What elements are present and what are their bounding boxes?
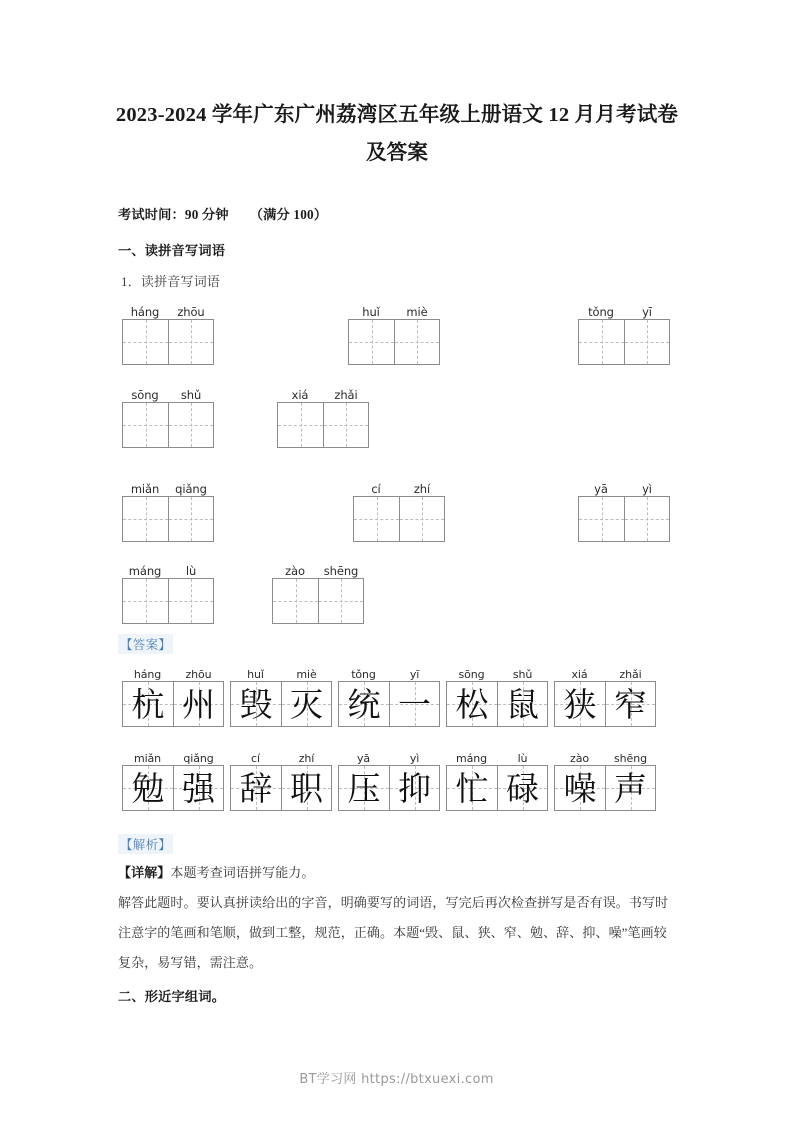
answer-character: 辞 — [239, 768, 273, 808]
tianzige-row[interactable] — [272, 578, 364, 624]
pinyin-label: yī — [642, 305, 652, 319]
pinyin-row — [230, 748, 332, 765]
pinyin-row — [554, 664, 656, 681]
tianzige-cell-empty[interactable] — [349, 320, 394, 364]
answer-tianzige-group — [554, 664, 656, 727]
page-title: 2023-2024 学年广东广州荔湾区五年级上册语文 12 月月考试卷及答案 — [115, 104, 679, 164]
tianzige-cell-empty[interactable] — [123, 579, 168, 623]
tianzige-cell-empty[interactable] — [273, 579, 318, 623]
tianzige-cell-filled — [339, 766, 389, 810]
pinyin-label: lù — [517, 752, 528, 765]
tianzige-row — [122, 765, 224, 811]
pinyin-label: háng — [130, 305, 160, 319]
tianzige-group — [272, 561, 364, 624]
pinyin-label: zhí — [298, 752, 315, 765]
tianzige-cell-empty[interactable] — [168, 579, 213, 623]
tianzige-row[interactable] — [578, 319, 670, 365]
pinyin-label: háng — [133, 668, 162, 681]
pinyin-row — [277, 385, 369, 402]
tianzige-row — [230, 765, 332, 811]
tianzige-cell-filled — [497, 682, 547, 726]
tianzige-cell-filled — [447, 682, 497, 726]
pinyin-label: sōng — [131, 388, 159, 402]
pinyin-label: lù — [185, 564, 197, 578]
answer-character: 勉 — [131, 768, 165, 808]
pinyin-row — [578, 479, 670, 496]
pinyin-label: zhōu — [185, 668, 212, 681]
tianzige-cell-empty[interactable] — [123, 320, 168, 364]
tianzige-cell-empty[interactable] — [624, 497, 669, 541]
answer-character: 窄 — [614, 684, 647, 724]
footer-watermark: BT学习网 https://btxuexi.com — [299, 1072, 494, 1087]
tianzige-cell-empty[interactable] — [278, 403, 323, 447]
tianzige-row[interactable] — [578, 496, 670, 542]
pinyin-row — [353, 479, 445, 496]
pinyin-label: cí — [251, 752, 260, 765]
pinyin-label: qiǎng — [183, 752, 214, 765]
tianzige-cell-empty[interactable] — [579, 497, 624, 541]
pinyin-label: sōng — [458, 668, 485, 681]
tianzige-cell-empty[interactable] — [323, 403, 368, 447]
pinyin-label: miè — [406, 305, 428, 319]
tianzige-group — [348, 302, 440, 365]
tianzige-group — [578, 479, 670, 542]
tianzige-group — [277, 385, 369, 448]
answer-character: 碌 — [506, 768, 539, 808]
tianzige-cell-empty[interactable] — [168, 320, 213, 364]
pinyin-label: zhí — [413, 482, 431, 496]
tianzige-row[interactable] — [353, 496, 445, 542]
answer-character: 狭 — [563, 684, 597, 724]
pinyin-row — [338, 748, 440, 765]
pinyin-label: huǐ — [247, 668, 264, 681]
pinyin-row — [578, 302, 670, 319]
section-heading-2: 二、形近字组词。 — [118, 989, 226, 1004]
answer-character: 声 — [614, 768, 647, 808]
tianzige-cell-empty[interactable] — [624, 320, 669, 364]
analysis-detail-line — [118, 858, 678, 888]
pinyin-label: shǔ — [512, 668, 533, 681]
pinyin-row — [122, 479, 214, 496]
tianzige-cell-empty[interactable] — [394, 320, 439, 364]
pinyin-label: miǎn — [130, 482, 160, 496]
pinyin-row — [122, 302, 214, 319]
tianzige-cell-filled — [281, 766, 331, 810]
pinyin-row — [338, 664, 440, 681]
pinyin-label: xiá — [291, 388, 309, 402]
answer-tianzige-group — [230, 664, 332, 727]
tianzige-group — [122, 479, 214, 542]
answer-character: 抑 — [398, 768, 431, 808]
tianzige-cell-filled — [555, 682, 605, 726]
tianzige-group — [578, 302, 670, 365]
tianzige-row[interactable] — [122, 402, 214, 448]
answer-character: 噪 — [563, 768, 597, 808]
tianzige-cell-empty[interactable] — [123, 403, 168, 447]
tianzige-cell-filled — [173, 682, 223, 726]
tianzige-row — [122, 681, 224, 727]
answer-character: 忙 — [455, 768, 489, 808]
pinyin-label: shēng — [614, 752, 647, 765]
tianzige-cell-empty[interactable] — [123, 497, 168, 541]
tianzige-cell-empty[interactable] — [579, 320, 624, 364]
answer-character: 杭 — [131, 684, 165, 724]
pinyin-label: huǐ — [362, 305, 380, 319]
pinyin-label: qiǎng — [175, 482, 207, 496]
answer-tianzige-group — [122, 748, 224, 811]
tianzige-cell-filled — [605, 766, 655, 810]
answer-character: 压 — [347, 768, 381, 808]
analysis-paragraph: 解答此题时。要认真拼读给出的字音，明确要写的词语，写完后再次检查拼写是否有误。书写时注意字的笔画和笔顺，做到工整，规范，正确。本题“毁、鼠、狭、窄、勉、辞、抑、噪”笔画较复杂，易写错，需注意。 — [118, 895, 669, 970]
pinyin-label: shǔ — [180, 388, 202, 402]
tianzige-row[interactable] — [277, 402, 369, 448]
tianzige-cell-filled — [281, 682, 331, 726]
tianzige-cell-filled — [389, 766, 439, 810]
pinyin-label: miǎn — [133, 752, 162, 765]
pinyin-label: zhōu — [177, 305, 205, 319]
answer-character: 毁 — [239, 684, 273, 724]
tianzige-row[interactable] — [348, 319, 440, 365]
answer-tianzige-group — [230, 748, 332, 811]
analysis-detail-text: 本题考查词语拼写能力。 — [170, 865, 315, 880]
answer-tianzige-group — [554, 748, 656, 811]
pinyin-row — [554, 748, 656, 765]
pinyin-label: yā — [594, 482, 608, 496]
tianzige-cell-filled — [555, 766, 605, 810]
tianzige-row — [554, 681, 656, 727]
tianzige-cell-filled — [231, 682, 281, 726]
answer-character: 灭 — [290, 684, 323, 724]
pinyin-label: shēng — [323, 564, 359, 578]
pinyin-label: miè — [296, 668, 317, 681]
tianzige-cell-filled — [497, 766, 547, 810]
tianzige-cell-filled — [173, 766, 223, 810]
pinyin-label: xiá — [571, 668, 588, 681]
analysis-detail-tag: 【详解】 — [118, 865, 171, 880]
exam-meta-line: 考试时间：90 分钟 （满分 100） — [118, 207, 328, 222]
answer-tianzige-group — [338, 748, 440, 811]
pinyin-label: zhǎi — [334, 388, 358, 402]
answer-character: 职 — [290, 768, 323, 808]
pinyin-label: tǒng — [588, 305, 614, 319]
answer-tianzige-group — [122, 664, 224, 727]
pinyin-row — [122, 385, 214, 402]
tianzige-cell-filled — [339, 682, 389, 726]
tianzige-cell-empty[interactable] — [399, 497, 444, 541]
tianzige-cell-filled — [605, 682, 655, 726]
tianzige-row — [554, 765, 656, 811]
tianzige-cell-filled — [447, 766, 497, 810]
pinyin-row — [122, 561, 214, 578]
answer-character: 强 — [182, 768, 215, 808]
answer-tianzige-group — [446, 748, 548, 811]
pinyin-row — [446, 748, 548, 765]
tianzige-row — [230, 681, 332, 727]
pinyin-label: máng — [455, 752, 487, 765]
answer-tianzige-group — [338, 664, 440, 727]
pinyin-row — [446, 664, 548, 681]
tianzige-cell-filled — [123, 682, 173, 726]
tianzige-cell-filled — [389, 682, 439, 726]
pinyin-label: yā — [356, 752, 371, 765]
tianzige-group — [122, 385, 214, 448]
pinyin-label: tǒng — [351, 668, 376, 681]
tianzige-row — [446, 681, 548, 727]
tianzige-row — [338, 765, 440, 811]
answer-character: 一 — [398, 684, 431, 724]
pinyin-label: zào — [285, 564, 305, 578]
answer-tianzige-group — [446, 664, 548, 727]
pinyin-row — [272, 561, 364, 578]
tianzige-group — [353, 479, 445, 542]
pinyin-row — [122, 664, 224, 681]
tianzige-cell-filled — [123, 766, 173, 810]
pinyin-label: yì — [409, 752, 420, 765]
tianzige-cell-empty[interactable] — [168, 403, 213, 447]
tianzige-row[interactable] — [122, 319, 214, 365]
tianzige-cell-filled — [231, 766, 281, 810]
pinyin-label: zhǎi — [619, 668, 642, 681]
analysis-tag: 【解析】 — [118, 834, 173, 854]
question-1-heading: 1．读拼音写词语 — [121, 274, 221, 289]
tianzige-row — [338, 681, 440, 727]
answer-character: 松 — [455, 684, 489, 724]
tianzige-group — [122, 302, 214, 365]
tianzige-row[interactable] — [122, 496, 214, 542]
tianzige-group — [122, 561, 214, 624]
tianzige-cell-empty[interactable] — [354, 497, 399, 541]
tianzige-cell-empty[interactable] — [318, 579, 363, 623]
tianzige-row[interactable] — [122, 578, 214, 624]
pinyin-label: zào — [570, 752, 589, 765]
section-heading-1: 一、读拼音写词语 — [118, 243, 226, 258]
pinyin-row — [122, 748, 224, 765]
pinyin-row — [230, 664, 332, 681]
pinyin-row — [348, 302, 440, 319]
answer-character: 统 — [347, 684, 381, 724]
pinyin-label: máng — [128, 564, 162, 578]
answer-tag: 【答案】 — [118, 634, 173, 654]
pinyin-label: yì — [642, 482, 652, 496]
answer-character: 州 — [182, 684, 215, 724]
pinyin-label: yī — [409, 668, 420, 681]
tianzige-row — [446, 765, 548, 811]
tianzige-cell-empty[interactable] — [168, 497, 213, 541]
answer-character: 鼠 — [506, 684, 539, 724]
pinyin-label: cí — [371, 482, 381, 496]
